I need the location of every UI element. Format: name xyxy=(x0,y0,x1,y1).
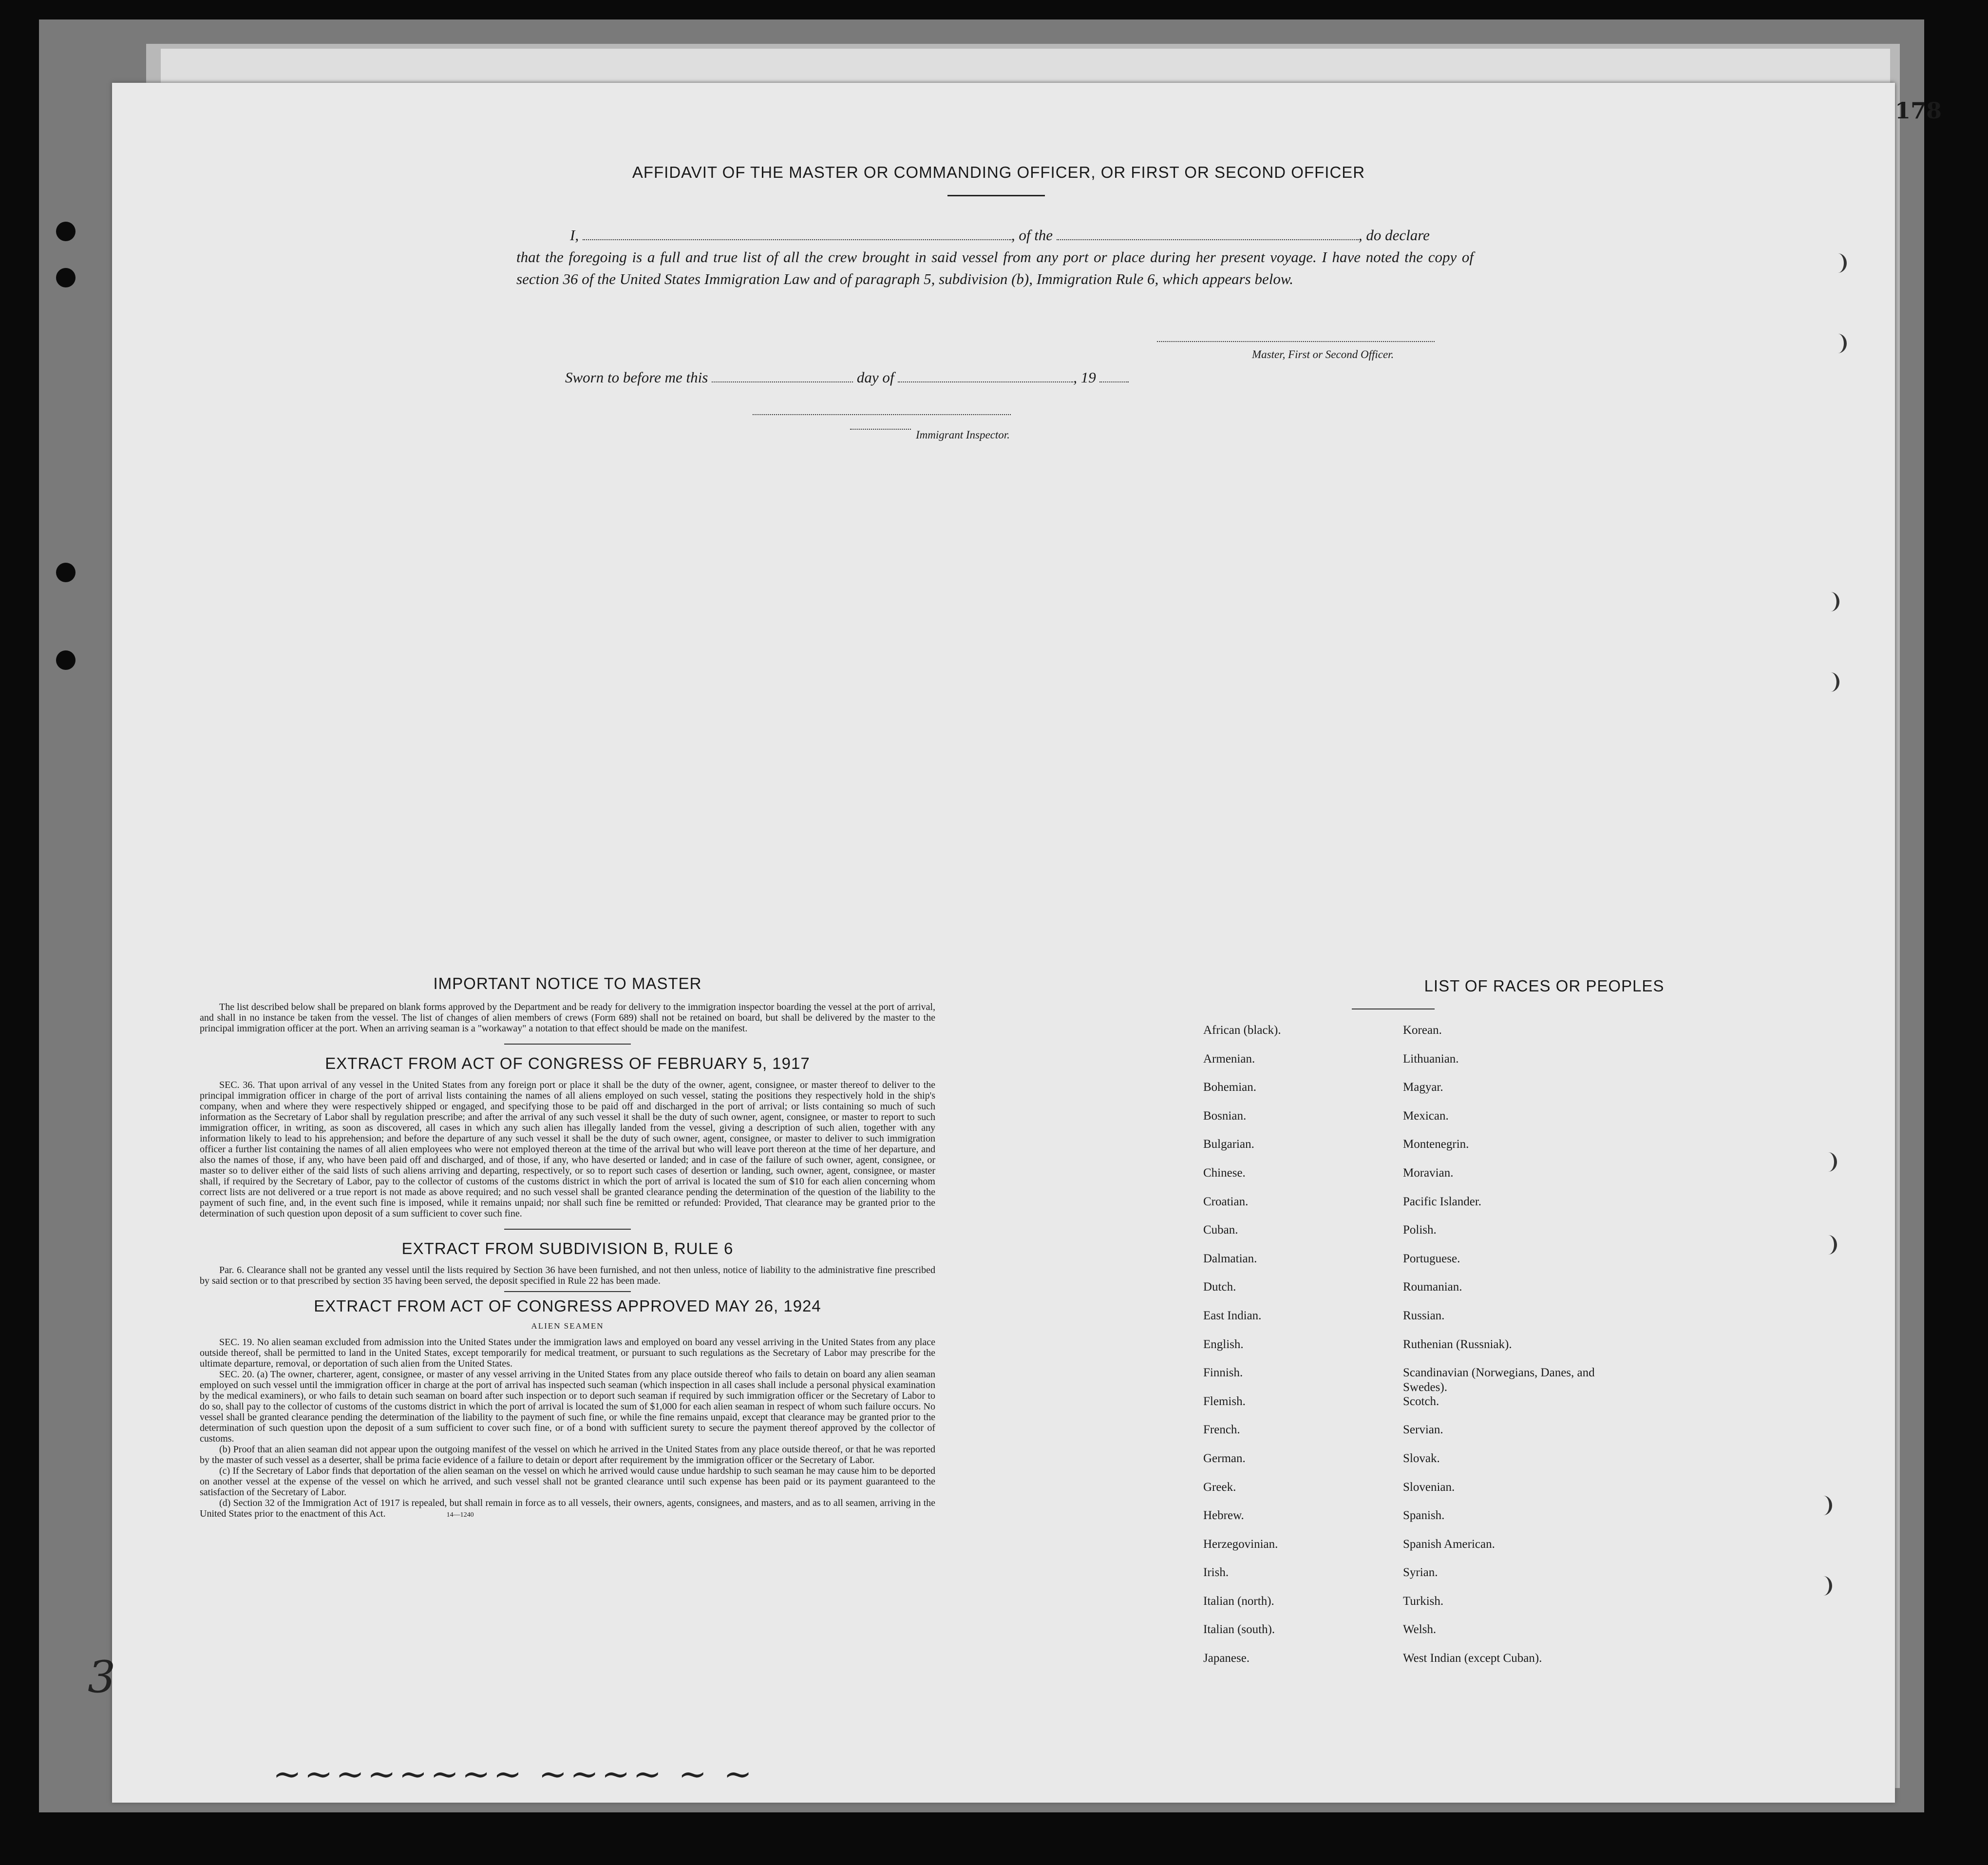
binder-hole xyxy=(56,650,76,670)
sworn-year-field[interactable] xyxy=(1099,368,1129,382)
sec20d-text xyxy=(200,1498,935,1521)
notice-text: The list described below shall be prepared on blank forms approved by the Department and be ready for delivery to the immigration inspector boarding the vessel at the port of arrival, and shall in no instance be taken from the vessel. The list of changes of alien members of crews (Form 689) shall not be retained on board, but shall be delivered by the master to the principal immigration officer at the port. When an arriving seaman is a "workaway" a notation to that effect should be made on the manifest. xyxy=(200,1002,935,1034)
race-item: Spanish. xyxy=(1403,1509,1445,1522)
form-number: 14—1240 xyxy=(446,1511,474,1519)
punch-hole xyxy=(1815,1496,1832,1515)
race-item: Portuguese. xyxy=(1403,1252,1460,1265)
extract-rule6-text: Par. 6. Clearance shall not be granted any vessel until the lists required by Section 36 have been furnished, and not then unless, notice of liability to the administrative fine prescribed by said section or to that prescribed by section 35 having been served, the deposit specified in Rule 22 has been made. xyxy=(200,1265,935,1286)
sec20b-text: (b) Proof that an alien seaman did not appear upon the outgoing manifest of the vessel on which he arrived in the United States from any place outside thereof, or that he was reported by the master of such vessel as a deserter, shall be prima facie evidence of a failure to detain or deport after requirement by the immigration officer or the Secretary of Labor. xyxy=(200,1444,935,1465)
race-item: Turkish. xyxy=(1403,1594,1444,1608)
race-item: Finnish. xyxy=(1203,1366,1243,1380)
binder-hole xyxy=(56,222,76,241)
form-page xyxy=(112,83,1895,1803)
divider xyxy=(504,1044,631,1045)
race-item: Italian (south). xyxy=(1203,1623,1275,1637)
sec20a-text: SEC. 20. (a) The owner, charterer, agent, consignee, or master of any vessel arriving in the United States from any place outside thereof who fails to detain on board any alien seaman employed on such vessel until the immigration officer in charge at the port of arrival has inspected such seaman (which inspection in all cases shall include a personal physical examination by the medical examiners), or who fails to detain such seaman on board after such inspection or to deport such seaman if required by such immigration officer or the Secretary of Labor to do so, shall pay to the collector of customs of the customs district in which the port of arrival is located the sum of $1,000 for each alien seaman in respect of whom such failure occurs. No vessel shall be granted clearance pending the determination of the liability to the payment of such fine, or while the fine remains unpaid, except that clearance may be granted prior to the determination of such question upon the deposit of a sum sufficient to cover such fine, or of a bond with sufficient surety to secure the payment thereof approved by the collector of customs. xyxy=(200,1369,935,1444)
master-label: Master, First or Second Officer. xyxy=(1252,348,1394,361)
race-item: Dalmatian. xyxy=(1203,1252,1257,1265)
sworn-year-label: , 19 xyxy=(1073,369,1096,386)
extract-1917-text: SEC. 36. That upon arrival of any vessel in the United States from any foreign port or place it shall be the duty of the owner, agent, consignee, or master thereof to deliver to the principal immigration officer in charge of the port of arrival lists containing the names of all aliens employed on such vessel, stating the positions they respectively hold in the ship's company, when and where they were respectively shipped or engaged, and specifying those to be paid off and discharged in the port of arrival; or lists containing so much of such information as the Secretary of Labor shall by regulation prescribe; and after the arrival of any such vessel it shall be the duty of such owner, agent, consignee, or master to report to such immigration officer, in writing, as soon as discovered, all cases in which any such alien has illegally landed from the vessel, giving a description of such alien, together with any information likely to lead to his apprehension; and before the departure of any such vessel it shall be the duty of such owner, agent, consignee, or master to deliver to such immigration officer a further list containing the names of all alien employees who were not employed thereon at the time of the arrival but who will leave port thereon at the time of her departure, and also the names of those, if any, who have been paid off and discharged, and of those, if any, who have deserted or landed; and in case of the failure of such owner, agent, consignee, or master so to deliver either of the said lists of such aliens arriving and departing, respectively, or so to report such cases of desertion or landing, such owner, agent, consignee, or master shall, if required by the Secretary of Labor, pay to the collector of customs of the customs district in which the port of arrival is located the sum of $10 for each alien concerning whom correct lists are not delivered or a true report is not made as above required; and no such vessel shall be granted clearance pending the determination of the question of the liability to the payment of such fine, and, in the event such fine is imposed, while it remains unpaid; nor shall such fine be remitted or refunded: Provided, That clearance may be granted prior to the determination of such question upon deposit of a sum sufficient to cover such fine. xyxy=(200,1080,935,1219)
inspector-prefix-field[interactable] xyxy=(850,429,911,430)
punch-hole xyxy=(1829,334,1847,353)
inspector-signature-field[interactable] xyxy=(753,414,1011,415)
notice-column xyxy=(200,974,935,1521)
sec20d-body: (d) Section 32 of the Immigration Act of 1917 is repealed, but shall remain in force as to all vessels, their owners, agents, consignees, and masters, and as to all seamen, arriving in the United States prior to the enactment of this Act. xyxy=(200,1498,935,1519)
race-item: Bohemian. xyxy=(1203,1081,1257,1094)
race-item: Pacific Islander. xyxy=(1403,1195,1482,1208)
race-item: Chinese. xyxy=(1203,1166,1246,1180)
declarant-prefix: I, xyxy=(570,227,579,244)
affidavit-text xyxy=(516,224,1474,290)
title-rule xyxy=(947,195,1045,196)
race-item: Scotch. xyxy=(1403,1394,1439,1408)
sworn-line xyxy=(516,366,1474,388)
page-number: 178 xyxy=(1894,97,1942,124)
divider xyxy=(504,1291,631,1292)
race-item: Slovak. xyxy=(1403,1451,1440,1465)
affidavit-title: AFFIDAVIT OF THE MASTER OR COMMANDING OFFICER, OR FIRST OR SECOND OFFICER xyxy=(632,163,1365,181)
binder-hole xyxy=(56,268,76,287)
race-item: Scandinavian (Norwegians, Danes, and Swedes). xyxy=(1403,1366,1595,1394)
vessel-name-field[interactable] xyxy=(1057,226,1359,240)
race-item: Bulgarian. xyxy=(1203,1138,1254,1151)
races-title: LIST OF RACES OR PEOPLES xyxy=(1424,977,1665,995)
punch-hole xyxy=(1822,672,1839,692)
race-item: Croatian. xyxy=(1203,1195,1249,1208)
binder-hole xyxy=(56,563,76,582)
race-item: Greek. xyxy=(1203,1480,1236,1494)
race-item: Italian (north). xyxy=(1203,1594,1274,1608)
race-item: Armenian. xyxy=(1203,1052,1255,1066)
sec19-text: SEC. 19. No alien seaman excluded from admission into the United States under the immigration laws and employed on board any vessel arriving in the United States from any place outside thereof, shall be permitted to land in the United States, except temporarily for medical treatment, or pursuant to such regulations as the Secretary of Labor may prescribe for the ultimate departure, removal, or deportation of such alien from the United States. xyxy=(200,1337,935,1369)
master-signature-field[interactable] xyxy=(1157,341,1435,342)
race-item: Syrian. xyxy=(1403,1566,1438,1580)
punch-hole xyxy=(1819,1235,1837,1255)
sworn-day-field[interactable] xyxy=(712,368,853,382)
race-item: Flemish. xyxy=(1203,1394,1246,1408)
race-item: French. xyxy=(1203,1423,1240,1437)
extract-rule6-title: EXTRACT FROM SUBDIVISION B, RULE 6 xyxy=(401,1239,734,1257)
race-item: West Indian (except Cuban). xyxy=(1403,1652,1542,1665)
race-item: Ruthenian (Russniak). xyxy=(1403,1337,1512,1351)
handwriting-mark: 3 xyxy=(88,1652,116,1703)
race-item: Bosnian. xyxy=(1203,1109,1247,1123)
divider xyxy=(504,1229,631,1230)
handwriting-mark: ~~~~~~~~ ~~~~ ~ ~ xyxy=(273,1754,755,1794)
race-item: Spanish American. xyxy=(1403,1537,1495,1551)
punch-hole xyxy=(1822,592,1839,611)
sworn-prefix: Sworn to before me this xyxy=(565,369,708,386)
race-item: Servian. xyxy=(1403,1423,1443,1437)
sworn-day-label: day of xyxy=(856,369,894,386)
race-item: Magyar. xyxy=(1403,1081,1443,1094)
race-item: Roumanian. xyxy=(1403,1280,1462,1294)
alien-seamen-subtitle: ALIEN SEAMEN xyxy=(531,1321,604,1331)
race-item: Japanese. xyxy=(1203,1652,1250,1665)
race-item: Slovenian. xyxy=(1403,1480,1455,1494)
race-item: Welsh. xyxy=(1403,1623,1437,1637)
extract-1917-title: EXTRACT FROM ACT OF CONGRESS OF FEBRUARY 5, 1917 xyxy=(325,1054,810,1072)
race-item: Dutch. xyxy=(1203,1280,1236,1294)
race-item: Moravian. xyxy=(1403,1166,1454,1180)
race-item: East Indian. xyxy=(1203,1309,1262,1322)
punch-hole xyxy=(1815,1576,1832,1596)
race-item: Irish. xyxy=(1203,1566,1229,1580)
race-item: Cuban. xyxy=(1203,1223,1238,1237)
race-item: English. xyxy=(1203,1337,1244,1351)
race-item: Lithuanian. xyxy=(1403,1052,1459,1066)
race-item: Korean. xyxy=(1403,1024,1442,1037)
punch-hole xyxy=(1819,1152,1837,1172)
race-item: Russian. xyxy=(1403,1309,1445,1322)
notice-title: IMPORTANT NOTICE TO MASTER xyxy=(433,974,702,992)
inspector-label: Immigrant Inspector. xyxy=(916,429,1010,441)
extract-1924-title: EXTRACT FROM ACT OF CONGRESS APPROVED MAY 26, 1924 xyxy=(314,1297,821,1315)
races-left-column xyxy=(1203,1023,1388,1680)
race-item: Herzegovinian. xyxy=(1203,1537,1278,1551)
race-item: African (black). xyxy=(1203,1024,1281,1037)
affidavit-body: that the foregoing is a full and true list of all the crew brought in said vessel from any port or place during her present voyage. I have noted the copy of section 36 of the United States Immigration Law and of paragraph 5, subdivision (b), Immigration Rule 6, which appears below. xyxy=(516,248,1474,287)
race-item: Polish. xyxy=(1403,1223,1437,1237)
races-right-column xyxy=(1403,1023,1608,1680)
vessel-prefix: , of the xyxy=(1011,227,1053,244)
sworn-month-field[interactable] xyxy=(898,368,1073,382)
race-item: Montenegrin. xyxy=(1403,1138,1469,1151)
declarant-name-field[interactable] xyxy=(583,226,1011,240)
race-item: German. xyxy=(1203,1451,1246,1465)
declare-suffix: , do declare xyxy=(1358,227,1430,244)
punch-hole xyxy=(1829,253,1847,273)
race-item: Mexican. xyxy=(1403,1109,1449,1123)
race-item: Hebrew. xyxy=(1203,1509,1244,1522)
sec20c-text: (c) If the Secretary of Labor finds that deportation of the alien seaman on the vessel on which he arrived would cause undue hardship to such seaman he may cause him to be deported on another vessel at the expense of the vessel on which he arrived, and such vessel shall not be granted clearance until such expense has been paid or its payment guaranteed to the satisfaction of the Secretary of Labor. xyxy=(200,1465,935,1498)
